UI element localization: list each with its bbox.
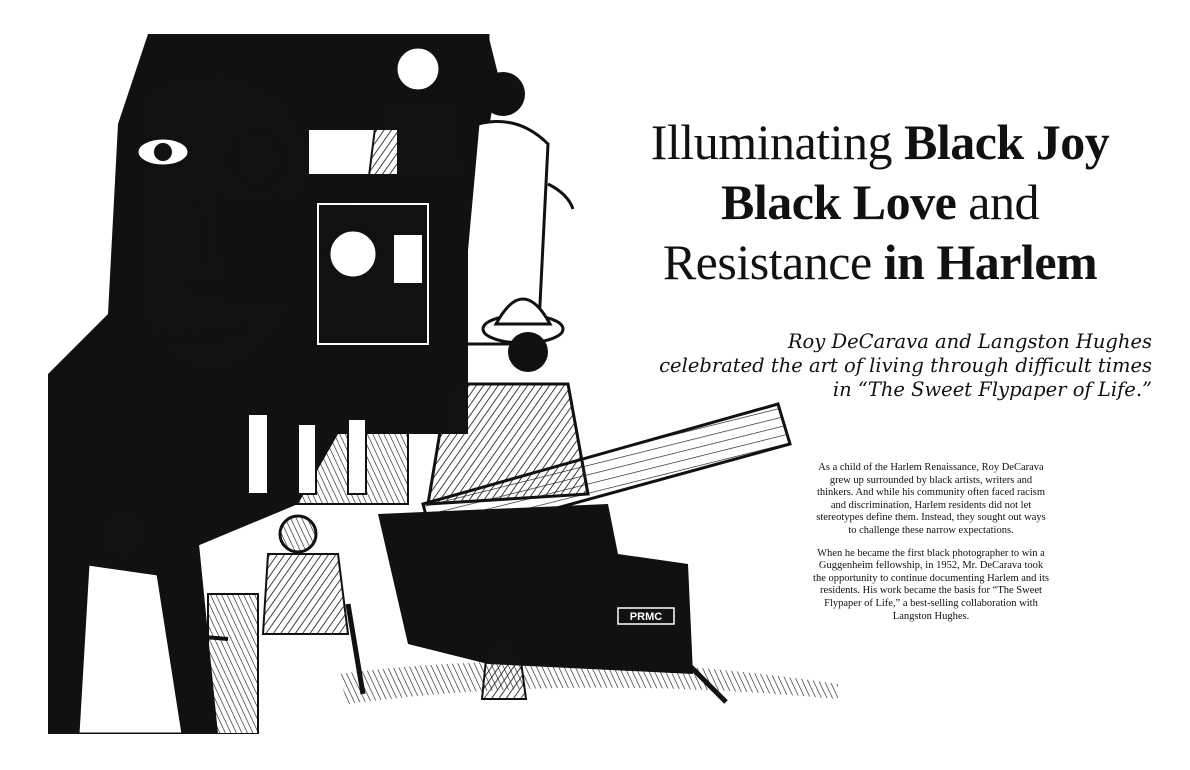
subheadline bbox=[592, 330, 1152, 402]
headline-line-3 bbox=[600, 232, 1160, 292]
sign-text: PRMC bbox=[629, 611, 663, 623]
headline-line-3-light: Resistance bbox=[662, 234, 884, 290]
headline-line-3-bold: in Harlem bbox=[883, 234, 1098, 290]
headline-line-2 bbox=[600, 172, 1160, 232]
body-paragraph-1: As a child of the Harlem Renaissance, Roy DeCarava grew up surrounded by black artists, writers and thinkers. And while his community often faced racism and discrimination, Harlem residents did not let stereotypes define them. Instead, they sought out ways to challenge these narrow expectations. bbox=[816, 462, 1046, 536]
subheadline-line-1: Roy DeCarava and Langston Hughes bbox=[787, 330, 1152, 353]
headline-line-1 bbox=[600, 112, 1160, 172]
headline-line-2-light: and bbox=[956, 174, 1039, 230]
subheadline-line-3: in “The Sweet Flypaper of Life.” bbox=[832, 378, 1152, 401]
headline-line-1-light: Illuminating bbox=[650, 114, 904, 170]
headline-line-2-bold: Black Love bbox=[721, 174, 957, 230]
body-paragraph-2: When he became the first black photographer to win a Guggenheim fellowship, in 1952, Mr. DeCarava took the opportunity to continue documenting Harlem and its residents. His work became the basis for “The Sweet Flypaper of Life,” a best-selling collaboration with Langston Hughes. bbox=[813, 547, 1049, 622]
headline bbox=[600, 112, 1160, 292]
headline-line-1-bold: Black Joy bbox=[903, 114, 1110, 170]
body-text bbox=[812, 462, 1050, 633]
subheadline-line-2: celebrated the art of living through difficult times bbox=[659, 354, 1152, 377]
